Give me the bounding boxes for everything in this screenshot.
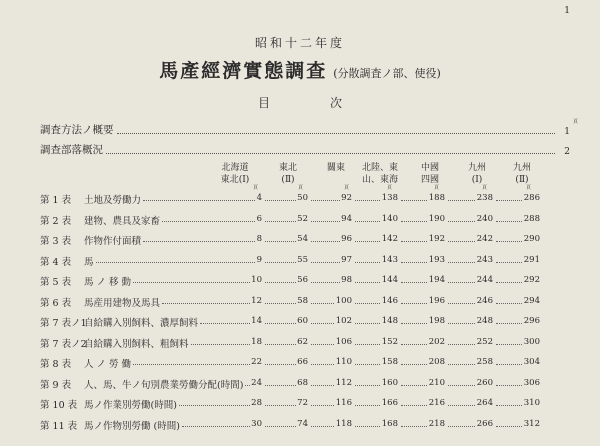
dot-leader [143, 241, 255, 242]
page-cell: 14 [251, 316, 262, 326]
page-cell: 50 [297, 193, 308, 203]
dot-leader [496, 262, 522, 263]
page-cell: 18 [251, 336, 262, 347]
page-cell: 118 [335, 418, 352, 429]
page-cell: 96 [341, 234, 352, 244]
toc-row [40, 213, 580, 234]
page-number: 1 [564, 6, 570, 16]
column-header: 東北 (Ⅱ) [278, 163, 298, 185]
page-cell: 116 [335, 398, 352, 408]
dot-leader [496, 426, 522, 427]
toc-row [40, 315, 580, 336]
page-cell: 238 [476, 193, 493, 203]
page-cell: 6 [256, 213, 262, 224]
page-cell: 94 [341, 213, 352, 224]
dot-leader [401, 241, 427, 242]
page-cell: 300 [523, 336, 540, 347]
toc-row [40, 397, 580, 418]
column-page-unit: 頁 [298, 185, 304, 191]
page-cell: 312 [523, 418, 540, 429]
dot-leader [355, 303, 380, 304]
page-cell: 310 [523, 398, 540, 408]
dot-leader [448, 405, 475, 406]
table-subject: 馬 ノ 移 動 [84, 277, 132, 288]
page-cell: 62 [297, 336, 308, 347]
dot-leader [311, 282, 340, 283]
page-cell: 188 [428, 193, 445, 203]
page-cell: 60 [297, 316, 308, 326]
dot-leader [496, 405, 522, 406]
page-cell: 158 [381, 357, 398, 367]
dot-leader [496, 323, 522, 324]
dot-leader [265, 323, 296, 324]
toc-row [40, 356, 580, 377]
toc-table [40, 192, 580, 438]
page-cell: 192 [428, 234, 445, 244]
page-cell: 218 [428, 418, 445, 429]
dot-leader [401, 303, 427, 304]
dot-leader [355, 344, 380, 345]
toc-row [40, 274, 580, 295]
table-subject: 人、馬、牛ノ旬別農業勞働分配(時間) [84, 379, 244, 391]
dot-leader [496, 221, 522, 222]
table-number: 第 1 表 [40, 195, 72, 206]
page-cell: 143 [381, 254, 398, 265]
dot-leader [96, 262, 255, 263]
dot-leader [162, 303, 250, 304]
preface-leader [117, 133, 556, 134]
dot-leader [355, 426, 380, 427]
dot-leader [143, 200, 255, 201]
table-subject: 自給購入別飼料、濃厚飼料 [84, 318, 199, 329]
page-cell: 68 [297, 377, 308, 388]
page-cell: 106 [335, 336, 352, 347]
page-cell: 291 [523, 254, 540, 265]
table-subject: 馬ノ作物別勞働 (時間) [84, 420, 180, 432]
page-cell: 58 [297, 295, 308, 306]
dot-leader [355, 323, 380, 324]
dot-leader [448, 303, 475, 304]
page-cell: 146 [381, 295, 398, 306]
dot-leader [311, 385, 334, 386]
dot-leader [448, 344, 475, 345]
table-number: 第 8 表 [40, 359, 72, 370]
column-page-unit: 頁 [387, 185, 393, 191]
table-number: 第 11 表 [40, 420, 78, 432]
preface-label: 調査方法ノ概要 [40, 124, 114, 136]
dot-leader [401, 405, 427, 406]
dot-leader [265, 241, 296, 242]
dot-leader [133, 364, 250, 365]
column-page-unit: 頁 [253, 185, 259, 191]
page-cell: 140 [381, 213, 398, 224]
dot-leader [401, 323, 427, 324]
dot-leader [496, 241, 522, 242]
dot-leader [401, 426, 427, 427]
dot-leader [401, 344, 427, 345]
page-cell: 138 [381, 193, 398, 203]
dot-leader [265, 364, 296, 365]
preface-label: 調查部落概況 [40, 144, 103, 156]
column-header: 九州 (Ⅱ) [512, 163, 532, 185]
dot-leader [133, 282, 250, 283]
dot-leader [265, 221, 296, 222]
page-cell: 288 [523, 213, 540, 224]
page-cell: 55 [297, 254, 308, 265]
toc-row [40, 295, 580, 316]
dot-leader [311, 200, 340, 201]
dot-leader [448, 385, 475, 386]
page-cell: 74 [297, 418, 308, 429]
toc-row [40, 254, 580, 275]
dot-leader [311, 221, 340, 222]
page-cell: 194 [428, 275, 445, 285]
page-cell: 72 [297, 398, 308, 408]
dot-leader [448, 262, 475, 263]
dot-leader [200, 323, 250, 324]
dot-leader [496, 385, 522, 386]
page-cell: 30 [251, 418, 262, 429]
table-subject: 自給購入別飼料、粗飼料 [84, 338, 189, 350]
dot-leader [355, 364, 380, 365]
dot-leader [448, 426, 475, 427]
page-cell: 258 [476, 357, 493, 367]
preface-line-2 [40, 142, 570, 157]
dot-leader [265, 385, 296, 386]
page-cell: 292 [523, 275, 540, 285]
page-cell: 266 [476, 418, 493, 429]
dot-leader [355, 282, 380, 283]
table-number: 第 10 表 [40, 400, 78, 411]
table-subject: 土地及勞働力 [84, 195, 142, 206]
dot-leader [401, 364, 427, 365]
dot-leader [401, 200, 427, 201]
dot-leader [265, 200, 296, 201]
page-cell: 142 [381, 234, 398, 244]
dot-leader [448, 323, 475, 324]
dot-leader [191, 344, 250, 345]
table-number: 第 9 表 [40, 379, 72, 391]
page-cell: 264 [476, 398, 493, 408]
page-cell: 240 [476, 213, 493, 224]
page-cell: 242 [476, 234, 493, 244]
dot-leader [496, 200, 522, 201]
dot-leader [311, 323, 334, 324]
dot-leader [162, 221, 255, 222]
toc-row [40, 418, 580, 439]
table-number: 第 3 表 [40, 236, 72, 247]
page-cell: 152 [381, 336, 398, 347]
page-cell: 100 [335, 295, 352, 306]
table-subject: 作物作付面積 [84, 236, 142, 247]
dot-leader [355, 385, 380, 386]
page-cell: 102 [335, 316, 352, 326]
page-cell: 193 [428, 254, 445, 265]
page-cell: 168 [381, 418, 398, 429]
toc-row [40, 192, 580, 213]
table-subject: 馬ノ作業別勞働(時間) [84, 400, 177, 411]
table-subject: 人 ノ 勞 働 [84, 359, 132, 370]
dot-leader [355, 221, 380, 222]
page-cell: 112 [335, 377, 352, 388]
page-cell: 294 [523, 295, 540, 306]
preface-page-unit: 頁 [572, 119, 578, 125]
column-page-unit: 頁 [526, 185, 532, 191]
table-number: 第 7 表ノ1 [40, 318, 87, 329]
report-subtitle: (分散調査ノ部、使役) [333, 67, 441, 80]
table-number: 第 7 表ノ2 [40, 338, 87, 350]
dot-leader [311, 241, 340, 242]
dot-leader [448, 241, 475, 242]
page-cell: 24 [251, 377, 262, 388]
title-row [0, 56, 600, 83]
dot-leader [311, 426, 334, 427]
toc-row [40, 233, 580, 254]
dot-leader [401, 385, 427, 386]
page-cell: 12 [251, 295, 262, 306]
page-cell: 248 [476, 316, 493, 326]
table-number: 第 6 表 [40, 297, 72, 309]
page-cell: 210 [428, 377, 445, 388]
dot-leader [265, 262, 296, 263]
page-cell: 97 [341, 254, 352, 265]
dot-leader [401, 282, 427, 283]
page-cell: 190 [428, 213, 445, 224]
toc-row [40, 336, 580, 357]
column-header: 北海道 東北(Ⅰ) [220, 163, 250, 185]
page-cell: 246 [476, 295, 493, 306]
page-cell: 304 [523, 357, 540, 367]
dot-leader [265, 282, 296, 283]
dot-leader [311, 405, 334, 406]
dot-leader [355, 262, 380, 263]
page-cell: 9 [256, 254, 262, 265]
preface-page: 1 [564, 127, 570, 137]
dot-leader [448, 221, 475, 222]
page-cell: 28 [251, 398, 262, 408]
page-cell: 144 [381, 275, 398, 285]
toc-row [40, 377, 580, 398]
page-cell: 98 [341, 275, 352, 285]
dot-leader [496, 344, 522, 345]
column-page-unit: 頁 [434, 185, 440, 191]
preface-line-1 [40, 122, 570, 137]
dot-leader [265, 344, 296, 345]
table-subject: 建物、農具及家畜 [84, 215, 161, 227]
page-cell: 148 [381, 316, 398, 326]
toc-heading: 目次 [257, 96, 402, 110]
dot-leader [448, 200, 475, 201]
page-cell: 286 [523, 193, 540, 203]
dot-leader [245, 385, 250, 386]
page-cell: 52 [297, 213, 308, 224]
page-cell: 252 [476, 336, 493, 347]
column-header: 北陸、東 山、東海 [361, 163, 399, 185]
page-cell: 290 [523, 234, 540, 244]
dot-leader [265, 405, 296, 406]
dot-leader [355, 200, 380, 201]
page-cell: 202 [428, 336, 445, 347]
column-header: 中國 四國 [420, 163, 440, 185]
page-cell: 54 [297, 234, 308, 244]
page-cell: 92 [341, 193, 352, 203]
page-cell: 22 [251, 357, 262, 367]
dot-leader [448, 282, 475, 283]
page-cell: 208 [428, 357, 445, 367]
dot-leader [265, 426, 296, 427]
dot-leader [355, 405, 380, 406]
page-cell: 66 [297, 357, 308, 367]
column-header: 關東 [326, 163, 346, 173]
table-subject: 馬産用建物及馬具 [84, 297, 161, 309]
page-cell: 8 [256, 234, 262, 244]
dot-leader [401, 221, 427, 222]
page-cell: 110 [335, 357, 352, 367]
preface-leader [106, 153, 555, 154]
page-cell: 166 [381, 398, 398, 408]
column-header: 九州 (Ⅰ) [467, 163, 487, 185]
page-cell: 56 [297, 275, 308, 285]
table-number: 第 4 表 [40, 256, 72, 268]
dot-leader [496, 282, 522, 283]
preface-page: 2 [564, 147, 570, 157]
dot-leader [265, 303, 296, 304]
dot-leader [496, 303, 522, 304]
dot-leader [182, 426, 250, 427]
page-cell: 196 [428, 295, 445, 306]
dot-leader [448, 364, 475, 365]
page-cell: 243 [476, 254, 493, 265]
report-title: 馬產經濟實態調查 [159, 60, 328, 82]
page-cell: 4 [256, 193, 262, 203]
page-cell: 160 [381, 377, 398, 388]
page-cell: 296 [523, 316, 540, 326]
page-cell: 244 [476, 275, 493, 285]
dot-leader [179, 405, 250, 406]
dot-leader [311, 262, 340, 263]
dot-leader [496, 364, 522, 365]
page-cell: 10 [251, 275, 262, 285]
table-number: 第 5 表 [40, 277, 72, 288]
report-year: 昭和十二年度 [254, 36, 345, 50]
table-number: 第 2 表 [40, 215, 72, 227]
dot-leader [311, 344, 334, 345]
column-page-unit: 頁 [482, 185, 488, 191]
dot-leader [311, 364, 334, 365]
page-cell: 306 [523, 377, 540, 388]
dot-leader [311, 303, 334, 304]
dot-leader [355, 241, 380, 242]
page-cell: 216 [428, 398, 445, 408]
dot-leader [401, 262, 427, 263]
column-page-unit: 頁 [344, 185, 350, 191]
table-subject: 馬 [84, 256, 94, 268]
page-cell: 260 [476, 377, 493, 388]
page-cell: 198 [428, 316, 445, 326]
